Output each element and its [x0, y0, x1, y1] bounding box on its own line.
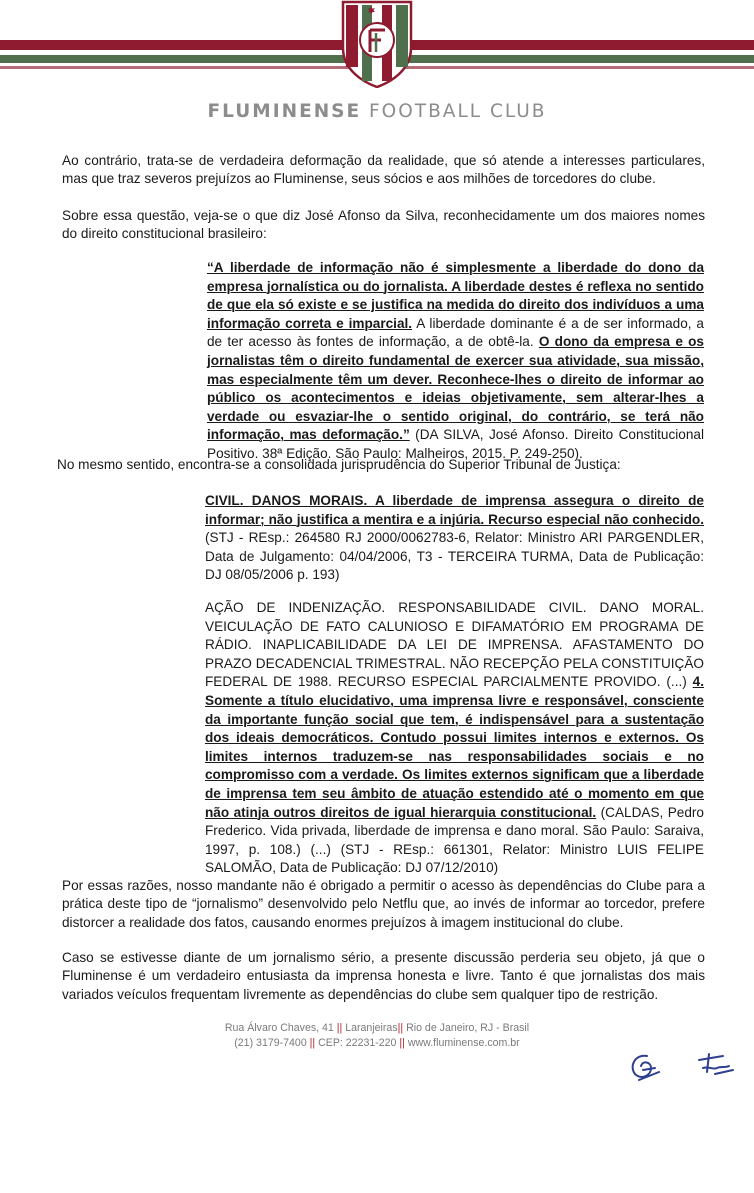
quote1-bold-1: “A liberdade de informação não é simplesmente a liberdade do dono da empresa jornalística ou do jornalista. A liberdade destes é reflexa no sentido de que ela só existe e se justifica na medida do direito dos indivíduos a uma informação correta e imparcial. [207, 260, 704, 331]
quote3-header: AÇÃO DE INDENIZAÇÃO. RESPONSABILIDADE CIVIL. DANO MORAL. VEICULAÇÃO DE FATO CALUNIOSO E DIFAMATÓRIO EM PROGRAMA DE RÁDIO. INAPLICABILIDADE DA LEI DE IMPRENSA. AFASTAMENTO DO PRAZO DECADENCIAL TRIMESTRAL. NÃO RECEPÇÃO PELA CONSTITUIÇÃO FEDERAL DE 1988. RECURSO ESPECIAL PARCIALMENTE PROVIDO. (...) [205, 600, 704, 690]
fluminense-crest-icon [339, 0, 415, 88]
footer-city: Rio de Janeiro, RJ - Brasil [403, 1022, 530, 1034]
quote-stj-1 [205, 492, 704, 585]
paragraph-1: Ao contrário, trata-se de verdadeira deformação da realidade, que só atende a interesses particulares, mas que traz severos prejuízos ao Fluminense, seus sócios e aos milhões de torcedores do clube. [62, 153, 705, 187]
quote1-citation: (DA SILVA, José Afonso. Direito Constitucional Positivo. 38ª Edição. São Paulo: Malheiros, 2015. P. 249-250). [207, 427, 704, 461]
club-name [0, 101, 754, 122]
quote2-bold: CIVIL. DANOS MORAIS. A liberdade de imprensa assegura o direito de informar; não justifica a mentira e a injúria. Recurso especial não conhecido. [205, 493, 704, 527]
quote-jose-afonso [207, 259, 704, 464]
footer-separator: || [336, 1022, 343, 1034]
footer-separator: || [397, 1022, 404, 1034]
footer-separator: || [309, 1037, 316, 1049]
club-name-bold: FLUMINENSE [207, 101, 362, 122]
paragraph-5: Caso se estivesse diante de um jornalismo sério, a presente discussão perderia seu objeto, já que o Fluminense é um verdadeiro entusiasta da imprensa honesta e livre. Tanto é que jornalistas dos mais variados veículos frequentam livremente as dependências do clube sem qualquer tipo de restrição. [62, 950, 705, 1002]
paragraph-4: Por essas razões, nosso mandante não é obrigado a permitir o acesso às dependências do Clube para a prática deste tipo de “jornalismo” desenvolvido pelo Netflu que, ao invés de informar ao torcedor, prefere distorcer a realidade dos fatos, causando enormes prejuízos à imagem institucional do clube. [62, 878, 705, 930]
footer-phone: (21) 3179-7400 [234, 1037, 310, 1049]
quote-stj-2 [205, 599, 704, 878]
quote3-bold: 4. Somente a título elucidativo, uma imprensa livre e responsável, consciente da importante função social que tem, é indispensável para a sustentação dos ideais democráticos. Contudo possui limites internos e externos. Os limites internos traduzem-se nas responsabilidades sociais e no compromisso com a verdade. Os limites externos significam que a liberdade de imprensa tem seu âmbito de atuação estendido até o momento em que não atinja outros direitos de igual hierarquia constitucional. [205, 674, 704, 820]
footer-separator: || [399, 1037, 405, 1049]
quote2-citation: (STJ - REsp.: 264580 RJ 2000/0062783-6, Relator: Ministro ARI PARGENDLER, Data de Julgamento: 04/04/2006, T3 - TERCEIRA TURMA, Data de Publicação: DJ 08/05/2006 p. 193) [205, 530, 704, 583]
footer-line-1 [0, 1021, 754, 1036]
paragraph-3: No mesmo sentido, encontra-se a consolidada jurisprudência do Superior Tribunal de Justiça: [57, 457, 621, 472]
club-name-light: FOOTBALL CLUB [361, 101, 547, 122]
footer-website: www.fluminense.com.br [404, 1037, 520, 1049]
quote3-citation: (CALDAS, Pedro Frederico. Vida privada, liberdade de imprensa e dano moral. São Paulo: Saraiva, 1997, p. 108.) (...) (STJ - REsp.: 661301, Relator: Ministro LUIS FELIPE SALOMÃO, Data de Publicação: DJ 07/12/2010) [205, 804, 704, 876]
footer-cep: CEP: 22231-220 [315, 1037, 400, 1049]
handwritten-initials-icon [625, 1046, 745, 1086]
footer-street: Rua Álvaro Chaves, 41 [224, 1022, 337, 1034]
quote1-text-1: A liberdade dominante é a de ser informado, a de ter acesso às fontes de informação, a de obtê-la. [207, 315, 704, 350]
paragraph-2: Sobre essa questão, veja-se o que diz José Afonso da Silva, reconhecidamente um dos maiores nomes do direito constitucional brasileiro: [62, 208, 705, 242]
footer-neighborhood: Laranjeiras [342, 1022, 398, 1034]
quote1-bold-2: O dono da empresa e os jornalistas têm o direito fundamental de exercer sua atividade, sua missão, mas especialmente têm um dever. Reconhece-lhes o direito de informar ao público os acontecimentos e ideias objetivamente, sem alterar-lhes a verdade ou esvaziar-lhe o sentido original, do contrário, se terá não informação, mas deformação.” [207, 334, 704, 443]
